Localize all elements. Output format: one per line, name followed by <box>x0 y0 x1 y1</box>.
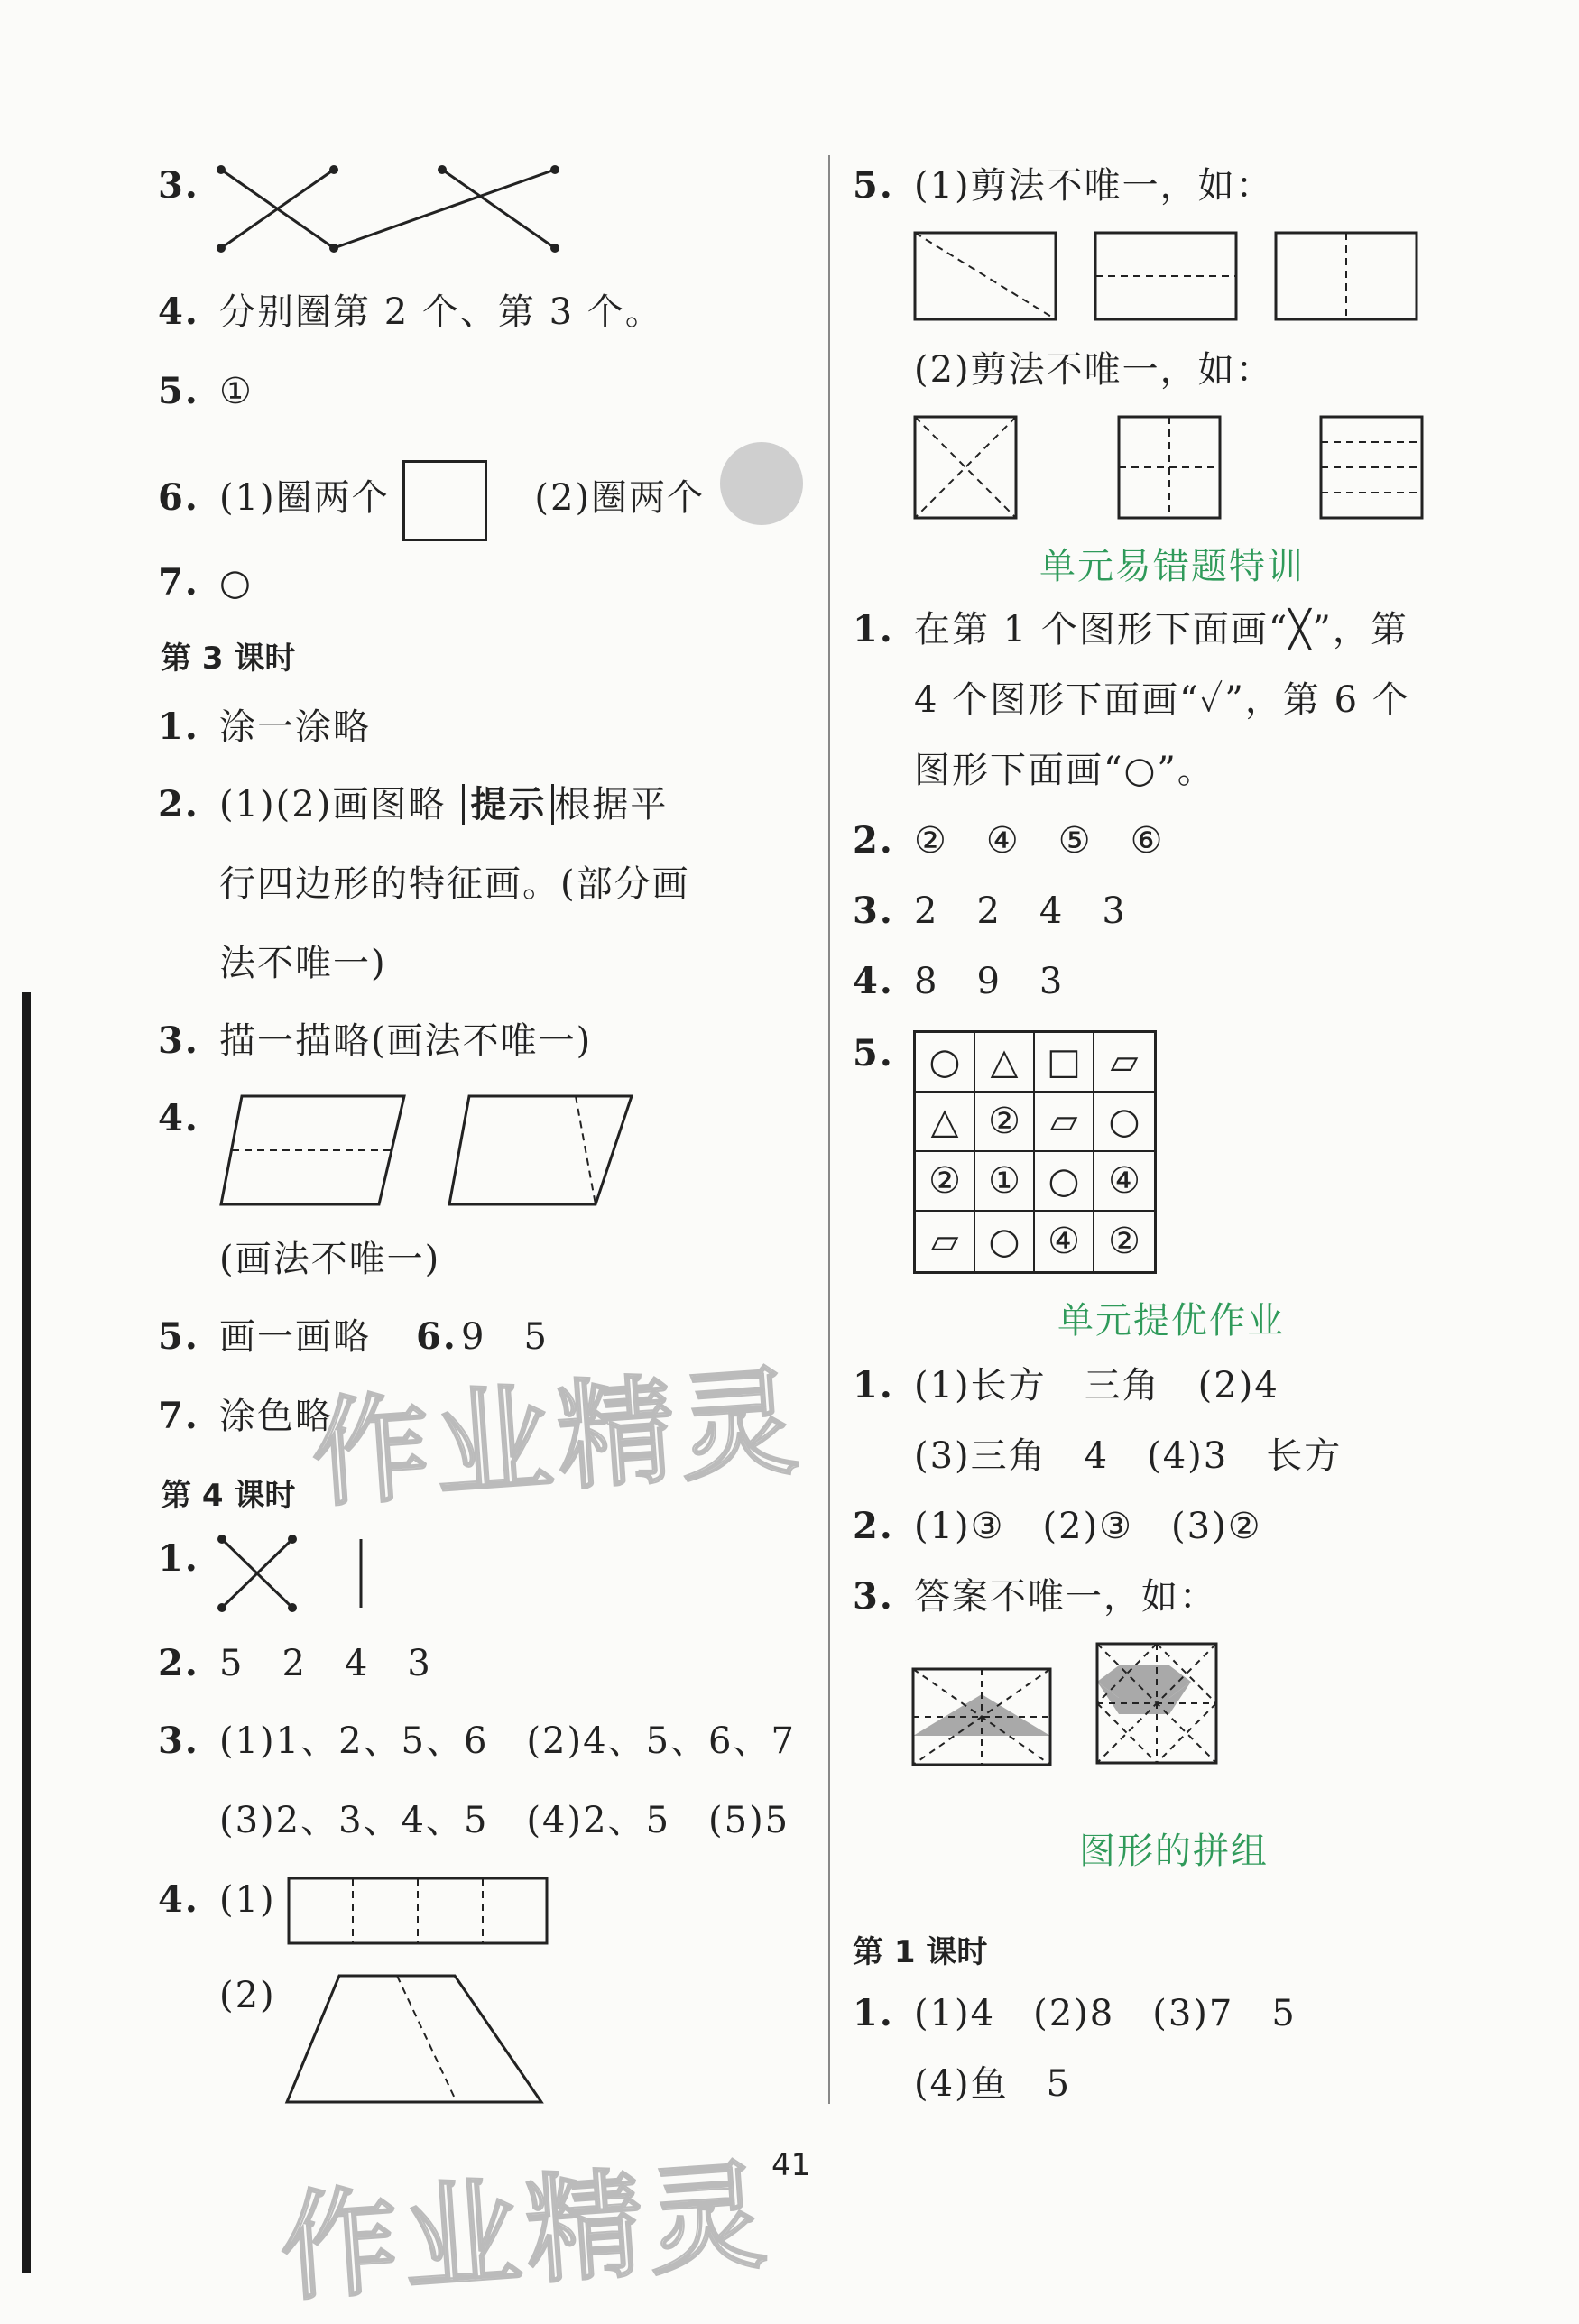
gray-circle-shape <box>720 442 803 525</box>
folded-shapes-figure <box>911 1642 1223 1768</box>
tip-label: 提示 <box>462 784 554 825</box>
s3-question-1-line2: (4)鱼 5 <box>914 2063 1072 2105</box>
grid-cell: ④ <box>1035 1212 1094 1271</box>
grid-cell: ○ <box>1035 1152 1094 1212</box>
l3-question-3: 3. 描一描略(画法不唯一) <box>158 1019 593 1062</box>
cut-rectangles-figure <box>913 231 1418 321</box>
s1-question-1: 1. 在第 1 个图形下面画“╳”，第 <box>853 608 1408 650</box>
cut-squares-figure <box>913 415 1427 520</box>
square-shape <box>402 460 487 541</box>
grid-cell: ② <box>975 1093 1035 1152</box>
l4-question-2: 2. 5 2 4 3 <box>158 1642 432 1684</box>
s1-question-3: 3. 2 2 4 3 <box>853 890 1127 932</box>
lesson-3-title: 第 3 课时 <box>161 641 296 677</box>
l3-question-4-note: (画法不唯一) <box>219 1239 441 1280</box>
grid-cell: ④ <box>1094 1152 1154 1212</box>
s1-question-5: 5. <box>853 1032 894 1074</box>
question-6: 6. (1)圈两个 (2)圈两个 <box>158 460 705 541</box>
s2-question-1-line2: (3)三角 4 (4)3 长方 <box>914 1435 1343 1477</box>
s1-question-2: 2. ② ④ ⑤ ⑥ <box>853 819 1165 862</box>
l4-question-3-line2: (3)2、3、4、5 (4)2、5 (5)5 <box>219 1800 790 1841</box>
page-number: 41 <box>771 2147 811 2183</box>
l4-question-1: 1. <box>158 1537 199 1580</box>
section-title-errors: 单元易错题特训 <box>1039 546 1305 587</box>
question-7: 7. ○ <box>158 561 253 604</box>
matching-lines-figure <box>217 162 568 253</box>
grid-cell: ② <box>1108 1221 1140 1262</box>
s3-question-1: 1. (1)4 (2)8 (3)7 5 <box>853 1992 1297 2034</box>
r-question-5: 5. (1)剪法不唯一，如： <box>853 164 1274 207</box>
r-question-5-b: (2)剪法不唯一，如： <box>914 349 1274 391</box>
grid-cell: ▱ <box>1035 1093 1094 1152</box>
l3-question-2: 2. (1)(2)画图略 提示 根据平 <box>158 783 669 825</box>
s2-question-2: 2. (1)③ (2)③ (3)② <box>853 1505 1262 1547</box>
grid-cell: ① <box>975 1152 1035 1212</box>
l3-question-5-6: 5. 画一画略 6. 9 5 <box>158 1315 549 1358</box>
l4-question-4: 4. (1) <box>158 1878 276 1921</box>
section-title-improve: 单元提优作业 <box>1057 1300 1285 1342</box>
answer-grid <box>913 1030 1157 1274</box>
s1-question-4: 4. 8 9 3 <box>853 960 1065 1002</box>
l3-question-2-line2: 行四边形的特征画。(部分画 <box>219 863 690 905</box>
grid-cell: ② <box>916 1152 975 1212</box>
s1-question-1-line2: 4 个图形下面画“✓”，第 6 个 <box>914 679 1410 721</box>
scan-edge-bar <box>22 992 31 2273</box>
s1-question-1-line3: 图形下面画“○”。 <box>914 750 1215 791</box>
s2-question-3: 3. 答案不唯一，如： <box>853 1575 1217 1618</box>
s2-question-1: 1. (1)长方 三角 (2)4 <box>853 1364 1279 1406</box>
section-title-combine: 图形的拼组 <box>1079 1831 1269 1872</box>
grid-cell: ○ <box>916 1033 975 1093</box>
l4-question-3: 3. (1)1、2、5、6 (2)4、5、6、7 <box>158 1720 796 1762</box>
l4-lines-figure <box>217 1534 379 1615</box>
watermark-bottom: 作业精灵 <box>276 2146 776 2318</box>
grid-cell: ○ <box>1094 1093 1154 1152</box>
lesson-4-title: 第 4 课时 <box>161 1478 296 1514</box>
question-5: 5. ① <box>158 370 254 412</box>
trapezoid-figure <box>285 1972 547 2106</box>
s3-lesson-1-title: 第 1 课时 <box>853 1934 988 1970</box>
watermark-middle: 作业精灵 <box>308 1352 808 1524</box>
l3-question-2-line3: 法不唯一) <box>219 943 387 984</box>
grid-cell: ○ <box>975 1212 1035 1271</box>
l3-question-7: 7. 涂色略 <box>158 1395 333 1437</box>
column-divider <box>828 155 830 2104</box>
grid-cell: ▱ <box>916 1212 975 1271</box>
grid-cell: ▱ <box>1094 1033 1154 1093</box>
parallelogram-figures <box>217 1092 641 1209</box>
grid-cell: □ <box>1035 1033 1094 1093</box>
rectangle-split-figure <box>287 1877 549 1945</box>
l4-question-4-b: (2) <box>219 1975 276 2016</box>
l3-question-4: 4. <box>158 1097 199 1139</box>
question-4: 4. 分别圈第 2 个、第 3 个。 <box>158 290 663 333</box>
grid-cell: △ <box>975 1033 1035 1093</box>
grid-cell: △ <box>916 1093 975 1152</box>
question-3: 3. <box>158 164 199 207</box>
l3-question-1: 1. 涂一涂略 <box>158 706 371 748</box>
